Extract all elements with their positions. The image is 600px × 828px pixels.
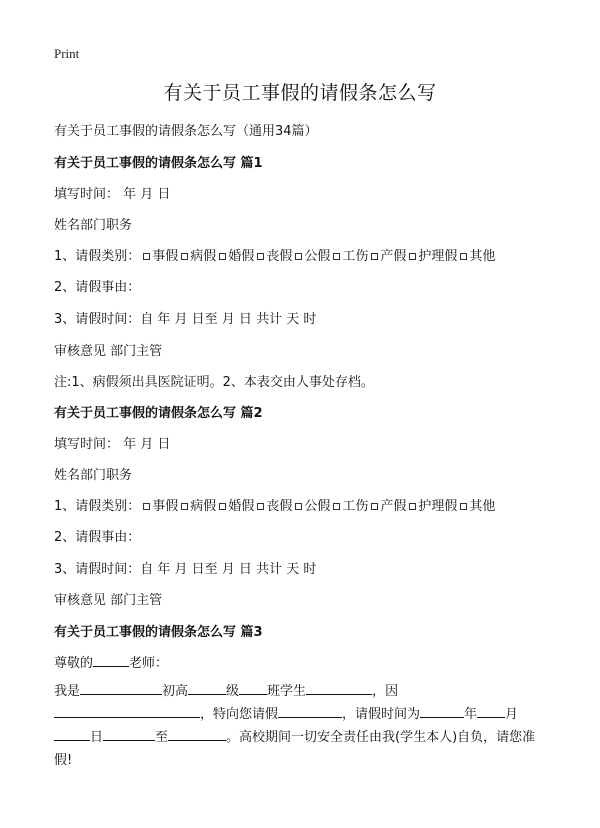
leave-type-label: 1、请假类别： [54,499,141,514]
leave-type-option: 护理假 [418,249,458,264]
section-2-heading: 有关于员工事假的请假条怎么写 篇2 [54,406,263,421]
leave-type-option: 产假 [380,499,407,514]
leave-type-option: 病假 [190,249,217,264]
leave-type-option: 其他 [469,499,496,514]
leave-type-option: 护理假 [418,499,458,514]
blank-end-date-b [168,728,226,741]
leave-type-option: 产假 [380,249,407,264]
leave-type-label: 1、请假类别： [54,249,141,264]
leave-type-option: 工伤 [342,499,369,514]
section-3-heading: 有关于员工事假的请假条怎么写 篇3 [54,625,263,640]
greeting-prefix: 尊敬的 [54,656,94,671]
checkbox-icon [460,503,467,510]
checkbox-icon [333,503,340,510]
checkbox-icon [295,503,302,510]
section-1-reason: 2、请假事由： [54,280,141,295]
section-1-heading: 有关于员工事假的请假条怎么写 篇1 [54,156,263,171]
body-text: 级 [226,684,240,699]
leave-type-option: 其他 [469,249,496,264]
leave-type-option: 婚假 [228,499,255,514]
intro-line: 有关于员工事假的请假条怎么写（通用34篇） [54,124,318,139]
blank-class [239,682,267,695]
checkbox-icon [257,253,264,260]
checkbox-icon [371,503,378,510]
body-text: ，因 [372,684,399,699]
section-1-fill-time: 填写时间： 年 月 日 [54,187,171,202]
section-1-leave-types [54,245,495,264]
leave-type-option: 事假 [152,499,179,514]
section-2-fill-time: 填写时间： 年 月 日 [54,437,171,452]
blank-student-name [306,682,372,695]
checkbox-icon [219,253,226,260]
section-2-name-line: 姓名部门职务 [54,468,133,483]
section-3-body [54,680,550,772]
section-2-reason: 2、请假事由： [54,530,141,545]
checkbox-icon [143,503,150,510]
body-text: ，请假时间为 [342,707,421,722]
blank-reason [54,705,200,718]
checkbox-icon [181,253,188,260]
section-1-note: 注:1、病假须出具医院证明。2、本表交由人事处存档。 [54,375,374,390]
greeting-suffix: 老师： [129,656,169,671]
section-3-greeting [54,652,168,671]
body-text: 至 [155,730,169,745]
section-2-review: 审核意见 部门主管 [54,593,163,608]
checkbox-icon [257,503,264,510]
blank-start-month [477,705,505,718]
section-2-time: 3、请假时间：自 年 月 日至 月 日 共计 天 时 [54,562,317,577]
section-1-name-line: 姓名部门职务 [54,218,133,233]
blank-teacher-name [93,654,129,667]
body-text: 日 [90,730,104,745]
checkbox-icon [143,253,150,260]
leave-type-option: 工伤 [342,249,369,264]
checkbox-icon [460,253,467,260]
section-1-review: 审核意见 部门主管 [54,344,163,359]
blank-school [80,682,162,695]
body-text: 月 [505,707,519,722]
section-1-time: 3、请假时间：自 年 月 日至 月 日 共计 天 时 [54,312,317,327]
leave-type-option: 病假 [190,499,217,514]
body-text: 班学生 [267,684,307,699]
blank-start-day [54,728,90,741]
leave-type-option: 事假 [152,249,179,264]
checkbox-icon [333,253,340,260]
leave-type-option: 公假 [304,499,331,514]
checkbox-icon [409,503,416,510]
checkbox-icon [409,253,416,260]
body-text: 初高 [162,684,189,699]
leave-type-option: 丧假 [266,249,293,264]
body-text: ，特向您请假 [200,707,279,722]
section-2-leave-types [54,495,495,514]
print-label[interactable]: Print [54,46,80,61]
body-text: 我是 [54,684,81,699]
checkbox-icon [295,253,302,260]
blank-grade [188,682,226,695]
checkbox-icon [371,253,378,260]
blank-leave-days [278,705,342,718]
body-text: 年 [464,707,478,722]
leave-type-option: 婚假 [228,249,255,264]
leave-type-option: 丧假 [266,499,293,514]
checkbox-icon [181,503,188,510]
blank-end-date-a [103,728,155,741]
blank-start-year [420,705,464,718]
document-title: 有关于员工事假的请假条怎么写 [163,82,437,104]
leave-type-option: 公假 [304,249,331,264]
checkbox-icon [219,503,226,510]
body-text: 。高校期间一切安全责任由我(学生本人)自负，请您准假! [54,730,536,768]
